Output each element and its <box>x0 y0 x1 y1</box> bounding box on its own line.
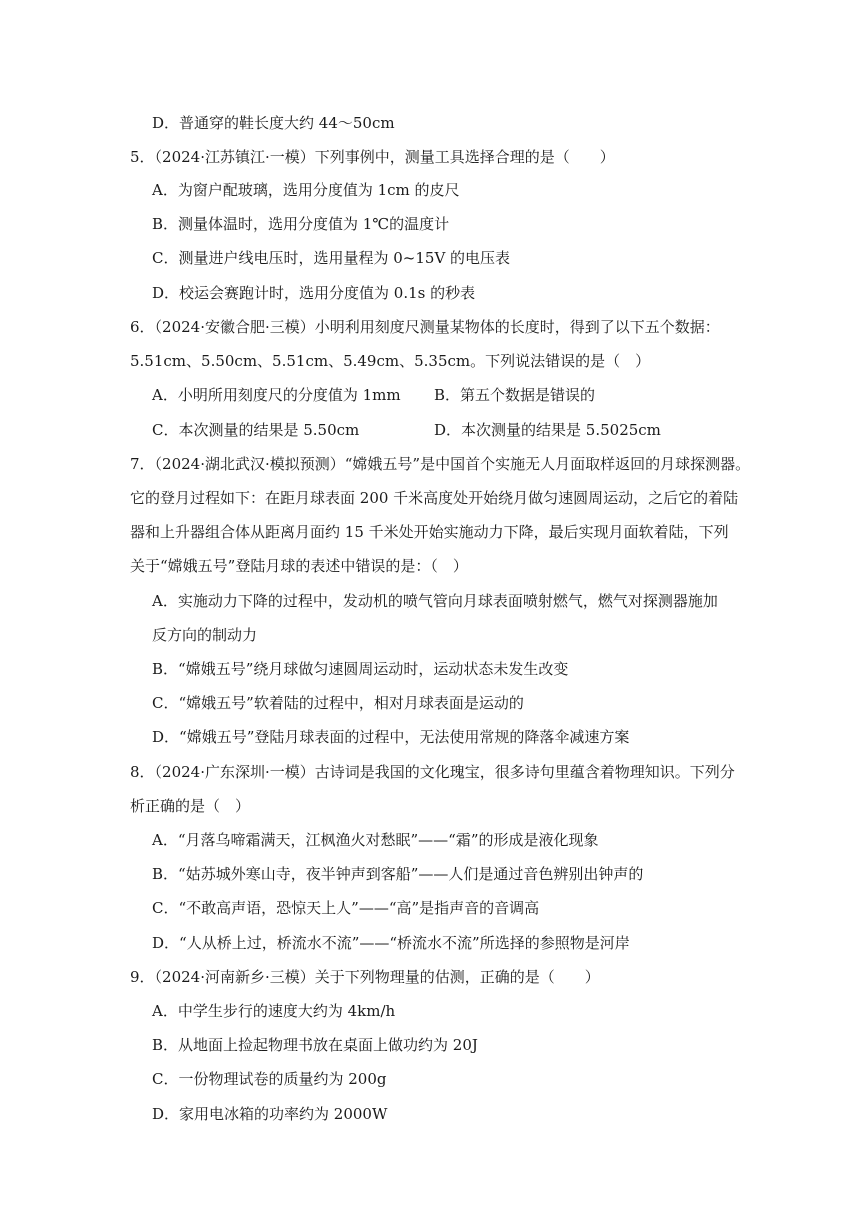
q8-option-a: A．“月落乌啼霜满天，江枫渔火对愁眠”——“霜”的形成是液化现象 <box>152 831 599 849</box>
q7-stem-line2: 它的登月过程如下：在距月球表面 200 千米高度处开始绕月做匀速圆周运动，之后它的着陆 <box>130 489 739 507</box>
q7-stem-line4: 关于“嫦娥五号”登陆月球的表述中错误的是：（ ） <box>130 557 468 575</box>
q4-option-d: D．普通穿的鞋长度大约 44～50cm <box>152 114 395 132</box>
q9-option-c: C．一份物理试卷的质量约为 200g <box>152 1070 387 1088</box>
q6-stem-line2: 5.51cm、5.50cm、5.51cm、5.49cm、5.35cm。下列说法错误的是（ ） <box>130 352 651 370</box>
q8-stem-line2: 析正确的是（ ） <box>130 797 251 815</box>
q6-option-d: D．本次测量的结果是 5.5025cm <box>434 421 661 439</box>
q7-option-b: B．“嫦娥五号”绕月球做匀速圆周运动时，运动状态未发生改变 <box>152 660 569 678</box>
q7-option-a-line1: A．实施动力下降的过程中，发动机的喷气管向月球表面喷射燃气，燃气对探测器施加 <box>152 592 718 610</box>
q7-stem-line1: 7．（2024·湖北武汉·模拟预测）“嫦娥五号”是中国首个实施无人月面取样返回的月球探测器。 <box>130 455 751 473</box>
q9-option-b: B．从地面上捡起物理书放在桌面上做功约为 20J <box>152 1036 478 1054</box>
q7-option-c: C．“嫦娥五号”软着陆的过程中，相对月球表面是运动的 <box>152 694 524 712</box>
q8-stem-line1: 8．（2024·广东深圳·一模）古诗词是我国的文化瑰宝，很多诗句里蕴含着物理知识。下列分 <box>130 763 735 781</box>
q7-stem-line3: 器和上升器组合体从距离月面约 15 千米处开始实施动力下降，最后实现月面软着陆，下列 <box>130 523 729 541</box>
q5-stem: 5．（2024·江苏镇江·一模）下列事例中，测量工具选择合理的是（ ） <box>130 148 615 166</box>
q5-option-b: B．测量体温时，选用分度值为 1℃的温度计 <box>152 215 450 233</box>
q5-option-c: C．测量进户线电压时，选用量程为 0~15V 的电压表 <box>152 249 511 267</box>
q6-option-a: A．小明所用刻度尺的分度值为 1mm <box>152 386 401 404</box>
q8-option-d: D．“人从桥上过，桥流水不流”——“桥流水不流”所选择的参照物是河岸 <box>152 934 630 952</box>
q5-option-d: D．校运会赛跑计时，选用分度值为 0.1s 的秒表 <box>152 284 476 302</box>
q6-option-b: B．第五个数据是错误的 <box>434 386 596 404</box>
q5-option-a: A．为窗户配玻璃，选用分度值为 1cm 的皮尺 <box>152 181 460 199</box>
q9-stem: 9．（2024·河南新乡·三模）关于下列物理量的估测，正确的是（ ） <box>130 968 600 986</box>
q9-option-d: D．家用电冰箱的功率约为 2000W <box>152 1105 388 1123</box>
q6-option-c: C．本次测量的结果是 5.50cm <box>152 421 360 439</box>
q9-option-a: A．中学生步行的速度大约为 4km/h <box>152 1002 396 1020</box>
q8-option-c: C．“不敢高声语，恐惊天上人”——“高”是指声音的音调高 <box>152 899 540 917</box>
q6-stem-line1: 6．（2024·安徽合肥·三模）小明利用刻度尺测量某物体的长度时，得到了以下五个数据： <box>130 318 720 336</box>
q7-option-a-line2: 反方向的制动力 <box>152 626 258 644</box>
q7-option-d: D．“嫦娥五号”登陆月球表面的过程中，无法使用常规的降落伞减速方案 <box>152 728 630 746</box>
q8-option-b: B．“姑苏城外寒山寺，夜半钟声到客船”——人们是通过音色辨别出钟声的 <box>152 865 644 883</box>
